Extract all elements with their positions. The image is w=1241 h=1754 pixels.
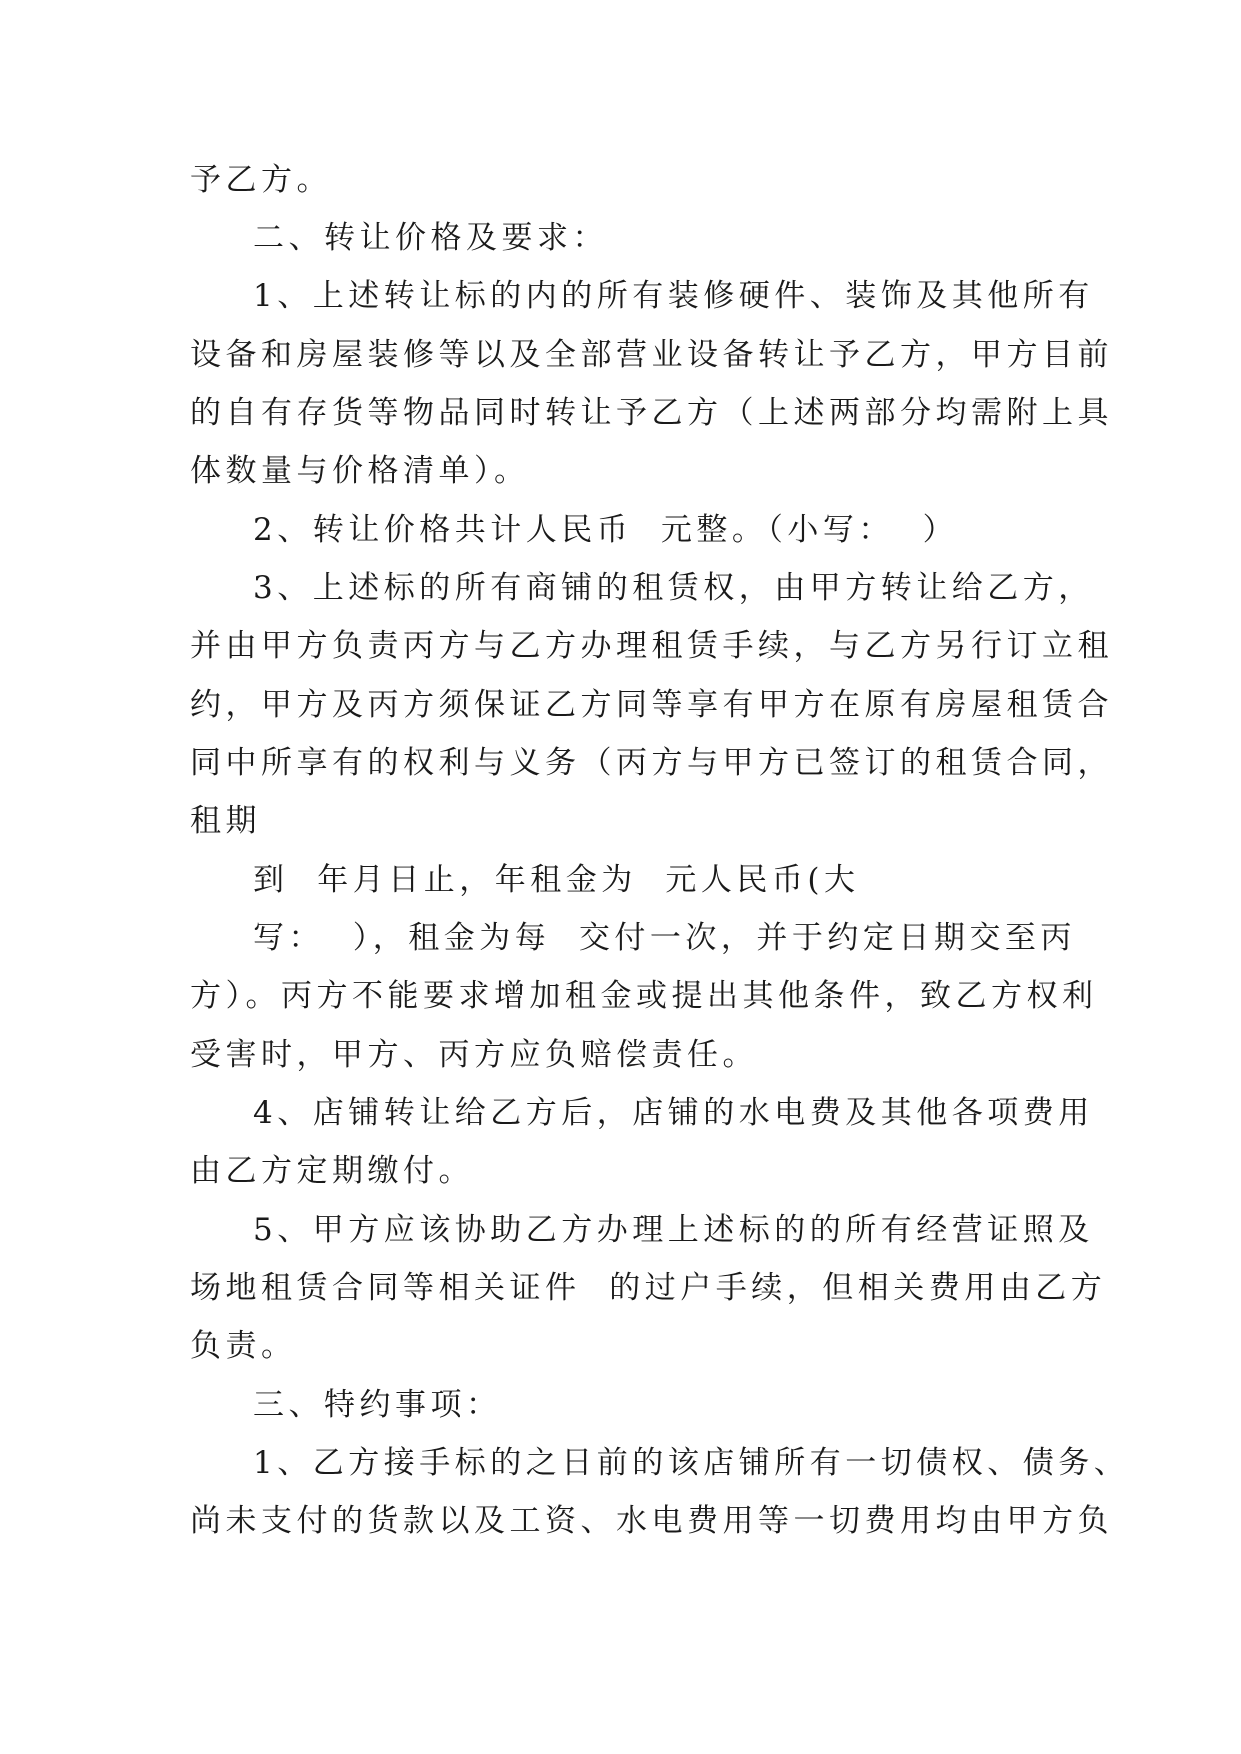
text-line: 并由甲方负责丙方与乙方办理租赁手续，与乙方另行订立租 <box>190 628 1113 664</box>
text-line: 3、上述标的所有商铺的租赁权，由甲方转让给乙方， <box>253 570 1094 606</box>
text-line: 5、甲方应该协助乙方办理上述标的的所有经营证照及 <box>253 1212 1094 1248</box>
section-heading: 三、特约事项： <box>253 1387 502 1423</box>
text-line: 场地租赁合同等相关证件 的过户手续，但相关费用由乙方 <box>190 1270 1107 1306</box>
text-line: 2、转让价格共计人民币 元整。（小写： ） <box>253 512 959 548</box>
text-line: 到 年月日止，年租金为 元人民币(大 <box>253 862 860 898</box>
text-line: 租期 <box>190 803 261 839</box>
text-line: 约，甲方及丙方须保证乙方同等享有甲方在原有房屋租赁合 <box>190 687 1113 723</box>
text-line: 4、店铺转让给乙方后，店铺的水电费及其他各项费用 <box>253 1095 1094 1131</box>
text-line: 体数量与价格清单）。 <box>190 453 530 489</box>
text-line: 尚未支付的货款以及工资、水电费用等一切费用均由甲方负 <box>190 1503 1113 1539</box>
text-line: 设备和房屋装修等以及全部营业设备转让予乙方，甲方目前 <box>190 337 1113 373</box>
text-line: 1、上述转让标的内的所有装修硬件、装饰及其他所有 <box>253 278 1094 314</box>
section-heading: 二、转让价格及要求： <box>253 220 608 256</box>
text-line: 受害时，甲方、丙方应负赔偿责任。 <box>190 1037 758 1073</box>
text-line: 的自有存货等物品同时转让予乙方（上述两部分均需附上具 <box>190 395 1113 431</box>
text-line: 方）。丙方不能要求增加租金或提出其他条件，致乙方权利 <box>190 978 1098 1014</box>
text-line: 予乙方。 <box>190 162 332 198</box>
text-line: 1、乙方接手标的之日前的该店铺所有一切债权、债务、 <box>253 1445 1130 1481</box>
text-line: 写： ），租金为每 交付一次，并于约定日期交至丙 <box>253 920 1076 956</box>
text-line: 负责。 <box>190 1328 297 1364</box>
text-line: 同中所享有的权利与义务（丙方与甲方已签订的租赁合同， <box>190 745 1113 781</box>
text-line: 由乙方定期缴付。 <box>190 1153 474 1189</box>
